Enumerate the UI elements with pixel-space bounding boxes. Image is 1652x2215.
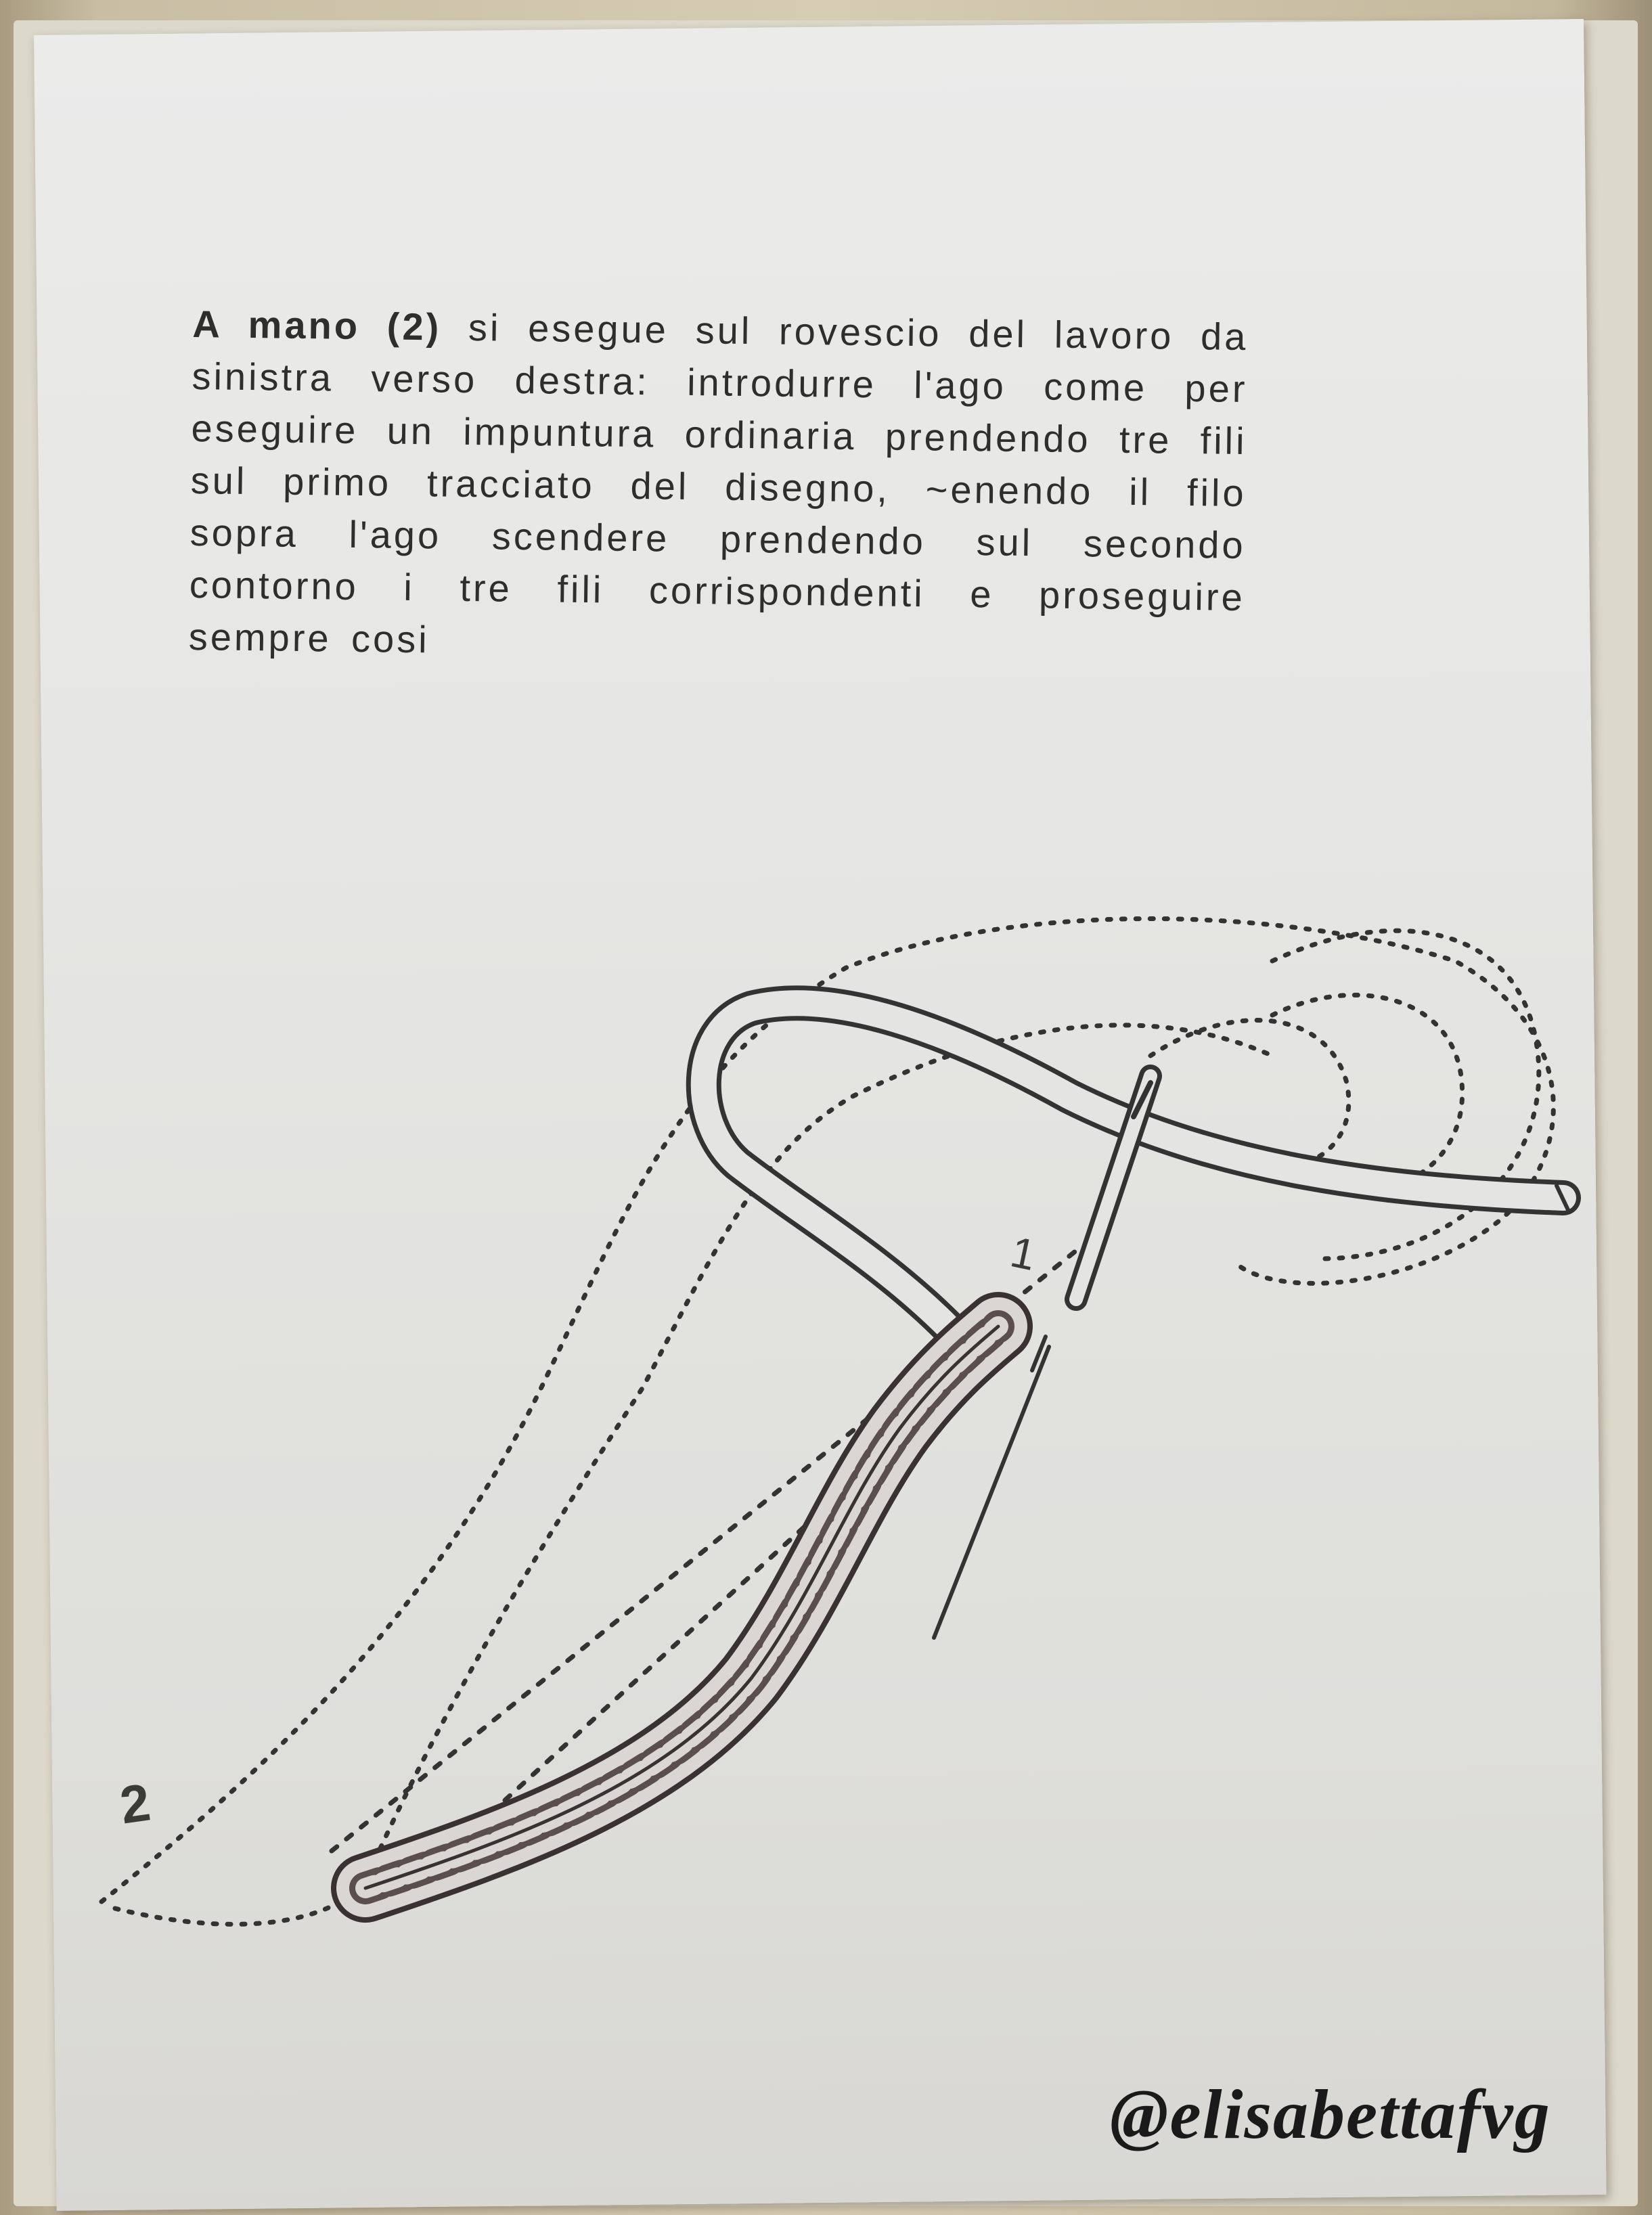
marker-label: 1 [1006,1227,1040,1280]
thread [704,1003,1569,1326]
instruction-lead: A mano (2) [192,302,442,349]
instruction-body: si esegue sul rovescio del lavoro da sinistra verso destra: introdurre l'ago come per eseguire un impuntura ordinaria prendendo tre fili sul primo tracciato del disegno, ~enendo il filo sopra l'ago scendere prendendo sul secondo contorno i tre fili corrispondenti e proseguire sempre cosi [188,305,1249,661]
inner-dotted-contour [115,1025,1272,1925]
watermark: @elisabettafvg [1110,2076,1551,2153]
figure-label: 2 [116,1772,154,1835]
outer-dotted-contour [102,919,1553,1902]
chain-stitch-band [365,1326,998,1888]
